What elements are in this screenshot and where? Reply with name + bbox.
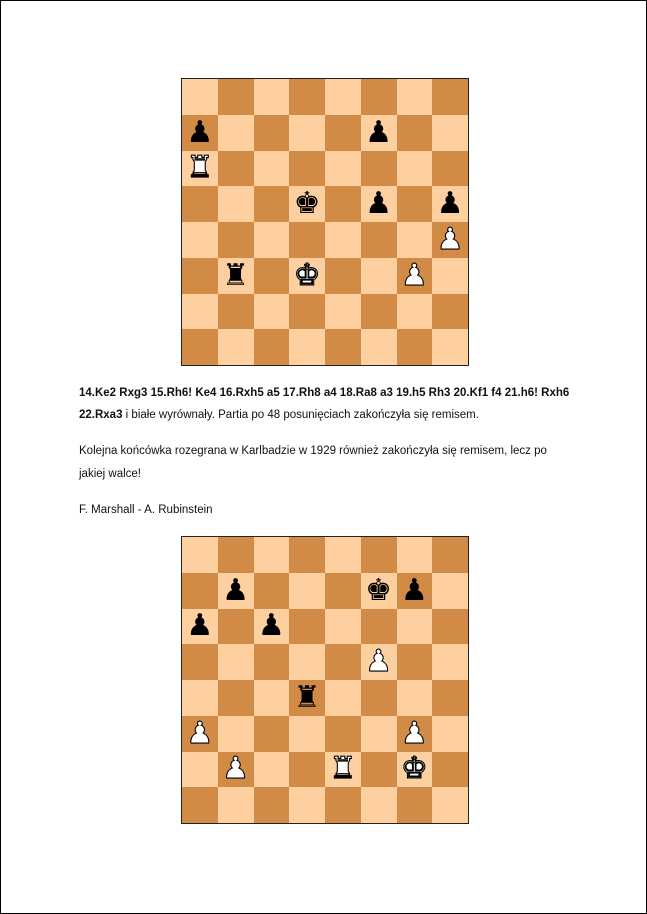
square-b8 — [218, 79, 254, 115]
square-h5 — [432, 186, 468, 222]
square-e1 — [325, 329, 361, 365]
square-c3 — [254, 716, 290, 752]
square-e7 — [325, 115, 361, 151]
square-a8 — [182, 537, 218, 573]
square-e2 — [325, 294, 361, 330]
square-b6 — [218, 609, 254, 645]
square-c2 — [254, 294, 290, 330]
square-g1 — [397, 787, 433, 823]
white-pawn-icon: ♟ — [400, 715, 428, 751]
square-b3 — [218, 716, 254, 752]
black-pawn-icon: ♟ — [186, 114, 214, 150]
square-c1 — [254, 329, 290, 365]
square-d5 — [289, 186, 325, 222]
black-pawn-icon: ♟ — [365, 114, 393, 150]
square-e6 — [325, 609, 361, 645]
moves-line-2-bold: 22.Rxa3 — [79, 409, 123, 421]
square-a4 — [182, 222, 218, 258]
square-d1 — [289, 787, 325, 823]
square-h8 — [432, 79, 468, 115]
square-c7 — [254, 573, 290, 609]
square-d5 — [289, 644, 325, 680]
square-b4 — [218, 680, 254, 716]
square-g3 — [397, 716, 433, 752]
square-g2 — [397, 294, 433, 330]
square-e1 — [325, 787, 361, 823]
square-e8 — [325, 79, 361, 115]
chess-diagram-1 — [181, 78, 469, 366]
square-f5 — [361, 186, 397, 222]
square-c8 — [254, 537, 290, 573]
square-f5 — [361, 644, 397, 680]
square-g1 — [397, 329, 433, 365]
moves-line-2 — [79, 409, 479, 421]
square-c4 — [254, 680, 290, 716]
square-f6 — [361, 609, 397, 645]
square-h4 — [432, 222, 468, 258]
square-e8 — [325, 537, 361, 573]
square-a3 — [182, 258, 218, 294]
square-f7 — [361, 573, 397, 609]
square-h1 — [432, 329, 468, 365]
square-a2 — [182, 294, 218, 330]
square-d3 — [289, 258, 325, 294]
paragraph-line-2: jakiej walce! — [79, 468, 141, 480]
square-d3 — [289, 716, 325, 752]
square-a6 — [182, 151, 218, 187]
black-rook-icon: ♜ — [293, 679, 321, 715]
square-f1 — [361, 787, 397, 823]
white-pawn-icon: ♟ — [365, 644, 393, 680]
white-pawn-icon: ♟ — [222, 751, 250, 787]
square-c6 — [254, 609, 290, 645]
square-d7 — [289, 573, 325, 609]
square-f2 — [361, 294, 397, 330]
square-a1 — [182, 329, 218, 365]
square-c1 — [254, 787, 290, 823]
square-a8 — [182, 79, 218, 115]
square-h7 — [432, 573, 468, 609]
square-b1 — [218, 787, 254, 823]
square-g7 — [397, 573, 433, 609]
square-d8 — [289, 537, 325, 573]
square-b4 — [218, 222, 254, 258]
square-d7 — [289, 115, 325, 151]
square-g4 — [397, 680, 433, 716]
square-a4 — [182, 680, 218, 716]
white-pawn-icon: ♟ — [186, 715, 214, 751]
square-c5 — [254, 186, 290, 222]
square-f4 — [361, 222, 397, 258]
black-pawn-icon: ♟ — [365, 186, 393, 222]
square-h4 — [432, 680, 468, 716]
black-pawn-icon: ♟ — [186, 608, 214, 644]
black-pawn-icon: ♟ — [400, 572, 428, 608]
square-a3 — [182, 716, 218, 752]
square-d1 — [289, 329, 325, 365]
square-b2 — [218, 294, 254, 330]
square-b6 — [218, 151, 254, 187]
square-a2 — [182, 752, 218, 788]
square-e3 — [325, 258, 361, 294]
square-b5 — [218, 186, 254, 222]
square-d6 — [289, 609, 325, 645]
square-e2 — [325, 752, 361, 788]
square-h1 — [432, 787, 468, 823]
white-king-icon: ♚ — [293, 257, 321, 293]
square-h3 — [432, 716, 468, 752]
black-pawn-icon: ♟ — [257, 608, 285, 644]
black-king-icon: ♚ — [365, 572, 393, 608]
square-a5 — [182, 186, 218, 222]
square-f1 — [361, 329, 397, 365]
square-c8 — [254, 79, 290, 115]
black-rook-icon: ♜ — [222, 257, 250, 293]
square-h2 — [432, 752, 468, 788]
square-f3 — [361, 258, 397, 294]
square-e4 — [325, 222, 361, 258]
square-c3 — [254, 258, 290, 294]
black-pawn-icon: ♟ — [222, 572, 250, 608]
square-f8 — [361, 537, 397, 573]
white-pawn-icon: ♟ — [436, 221, 464, 257]
square-h6 — [432, 609, 468, 645]
players-line: F. Marshall - A. Rubinstein — [79, 504, 213, 516]
square-b3 — [218, 258, 254, 294]
square-a1 — [182, 787, 218, 823]
square-e4 — [325, 680, 361, 716]
square-g3 — [397, 258, 433, 294]
square-h6 — [432, 151, 468, 187]
square-a5 — [182, 644, 218, 680]
square-c4 — [254, 222, 290, 258]
square-h7 — [432, 115, 468, 151]
paragraph-line-1: Kolejna końcówka rozegrana w Karlbadzie w 1929 również zakończyła się remisem, lecz po — [79, 445, 547, 457]
square-a6 — [182, 609, 218, 645]
square-f2 — [361, 752, 397, 788]
square-b7 — [218, 573, 254, 609]
square-b2 — [218, 752, 254, 788]
square-h8 — [432, 537, 468, 573]
square-d2 — [289, 294, 325, 330]
square-c7 — [254, 115, 290, 151]
square-e6 — [325, 151, 361, 187]
white-rook-icon: ♜ — [329, 751, 357, 787]
white-king-icon: ♚ — [400, 751, 428, 787]
square-c6 — [254, 151, 290, 187]
moves-line-1: 14.Ke2 Rxg3 15.Rh6! Ke4 16.Rxh5 a5 17.Rh8 a4 18.Ra8 a3 19.h5 Rh3 20.Kf1 f4 21.h6! Rxh6 — [79, 387, 570, 399]
moves-line-2-text: i białe wyrównały. Partia po 48 posunięciach zakończyła się remisem. — [122, 409, 479, 421]
square-d8 — [289, 79, 325, 115]
black-king-icon: ♚ — [293, 186, 321, 222]
square-d4 — [289, 222, 325, 258]
square-h3 — [432, 258, 468, 294]
square-d6 — [289, 151, 325, 187]
square-h2 — [432, 294, 468, 330]
square-f6 — [361, 151, 397, 187]
square-g7 — [397, 115, 433, 151]
square-f4 — [361, 680, 397, 716]
chess-diagram-2 — [181, 536, 469, 824]
square-b8 — [218, 537, 254, 573]
square-g6 — [397, 151, 433, 187]
square-g8 — [397, 79, 433, 115]
square-h5 — [432, 644, 468, 680]
square-g2 — [397, 752, 433, 788]
square-g5 — [397, 186, 433, 222]
square-g6 — [397, 609, 433, 645]
square-f3 — [361, 716, 397, 752]
square-d2 — [289, 752, 325, 788]
square-f8 — [361, 79, 397, 115]
square-g8 — [397, 537, 433, 573]
square-f7 — [361, 115, 397, 151]
square-e5 — [325, 644, 361, 680]
square-c5 — [254, 644, 290, 680]
square-b1 — [218, 329, 254, 365]
square-a7 — [182, 115, 218, 151]
square-g5 — [397, 644, 433, 680]
white-rook-icon: ♜ — [186, 150, 214, 186]
black-pawn-icon: ♟ — [436, 186, 464, 222]
square-d4 — [289, 680, 325, 716]
white-pawn-icon: ♟ — [400, 257, 428, 293]
square-a7 — [182, 573, 218, 609]
square-g4 — [397, 222, 433, 258]
square-e7 — [325, 573, 361, 609]
square-e3 — [325, 716, 361, 752]
square-b7 — [218, 115, 254, 151]
square-b5 — [218, 644, 254, 680]
square-e5 — [325, 186, 361, 222]
square-c2 — [254, 752, 290, 788]
